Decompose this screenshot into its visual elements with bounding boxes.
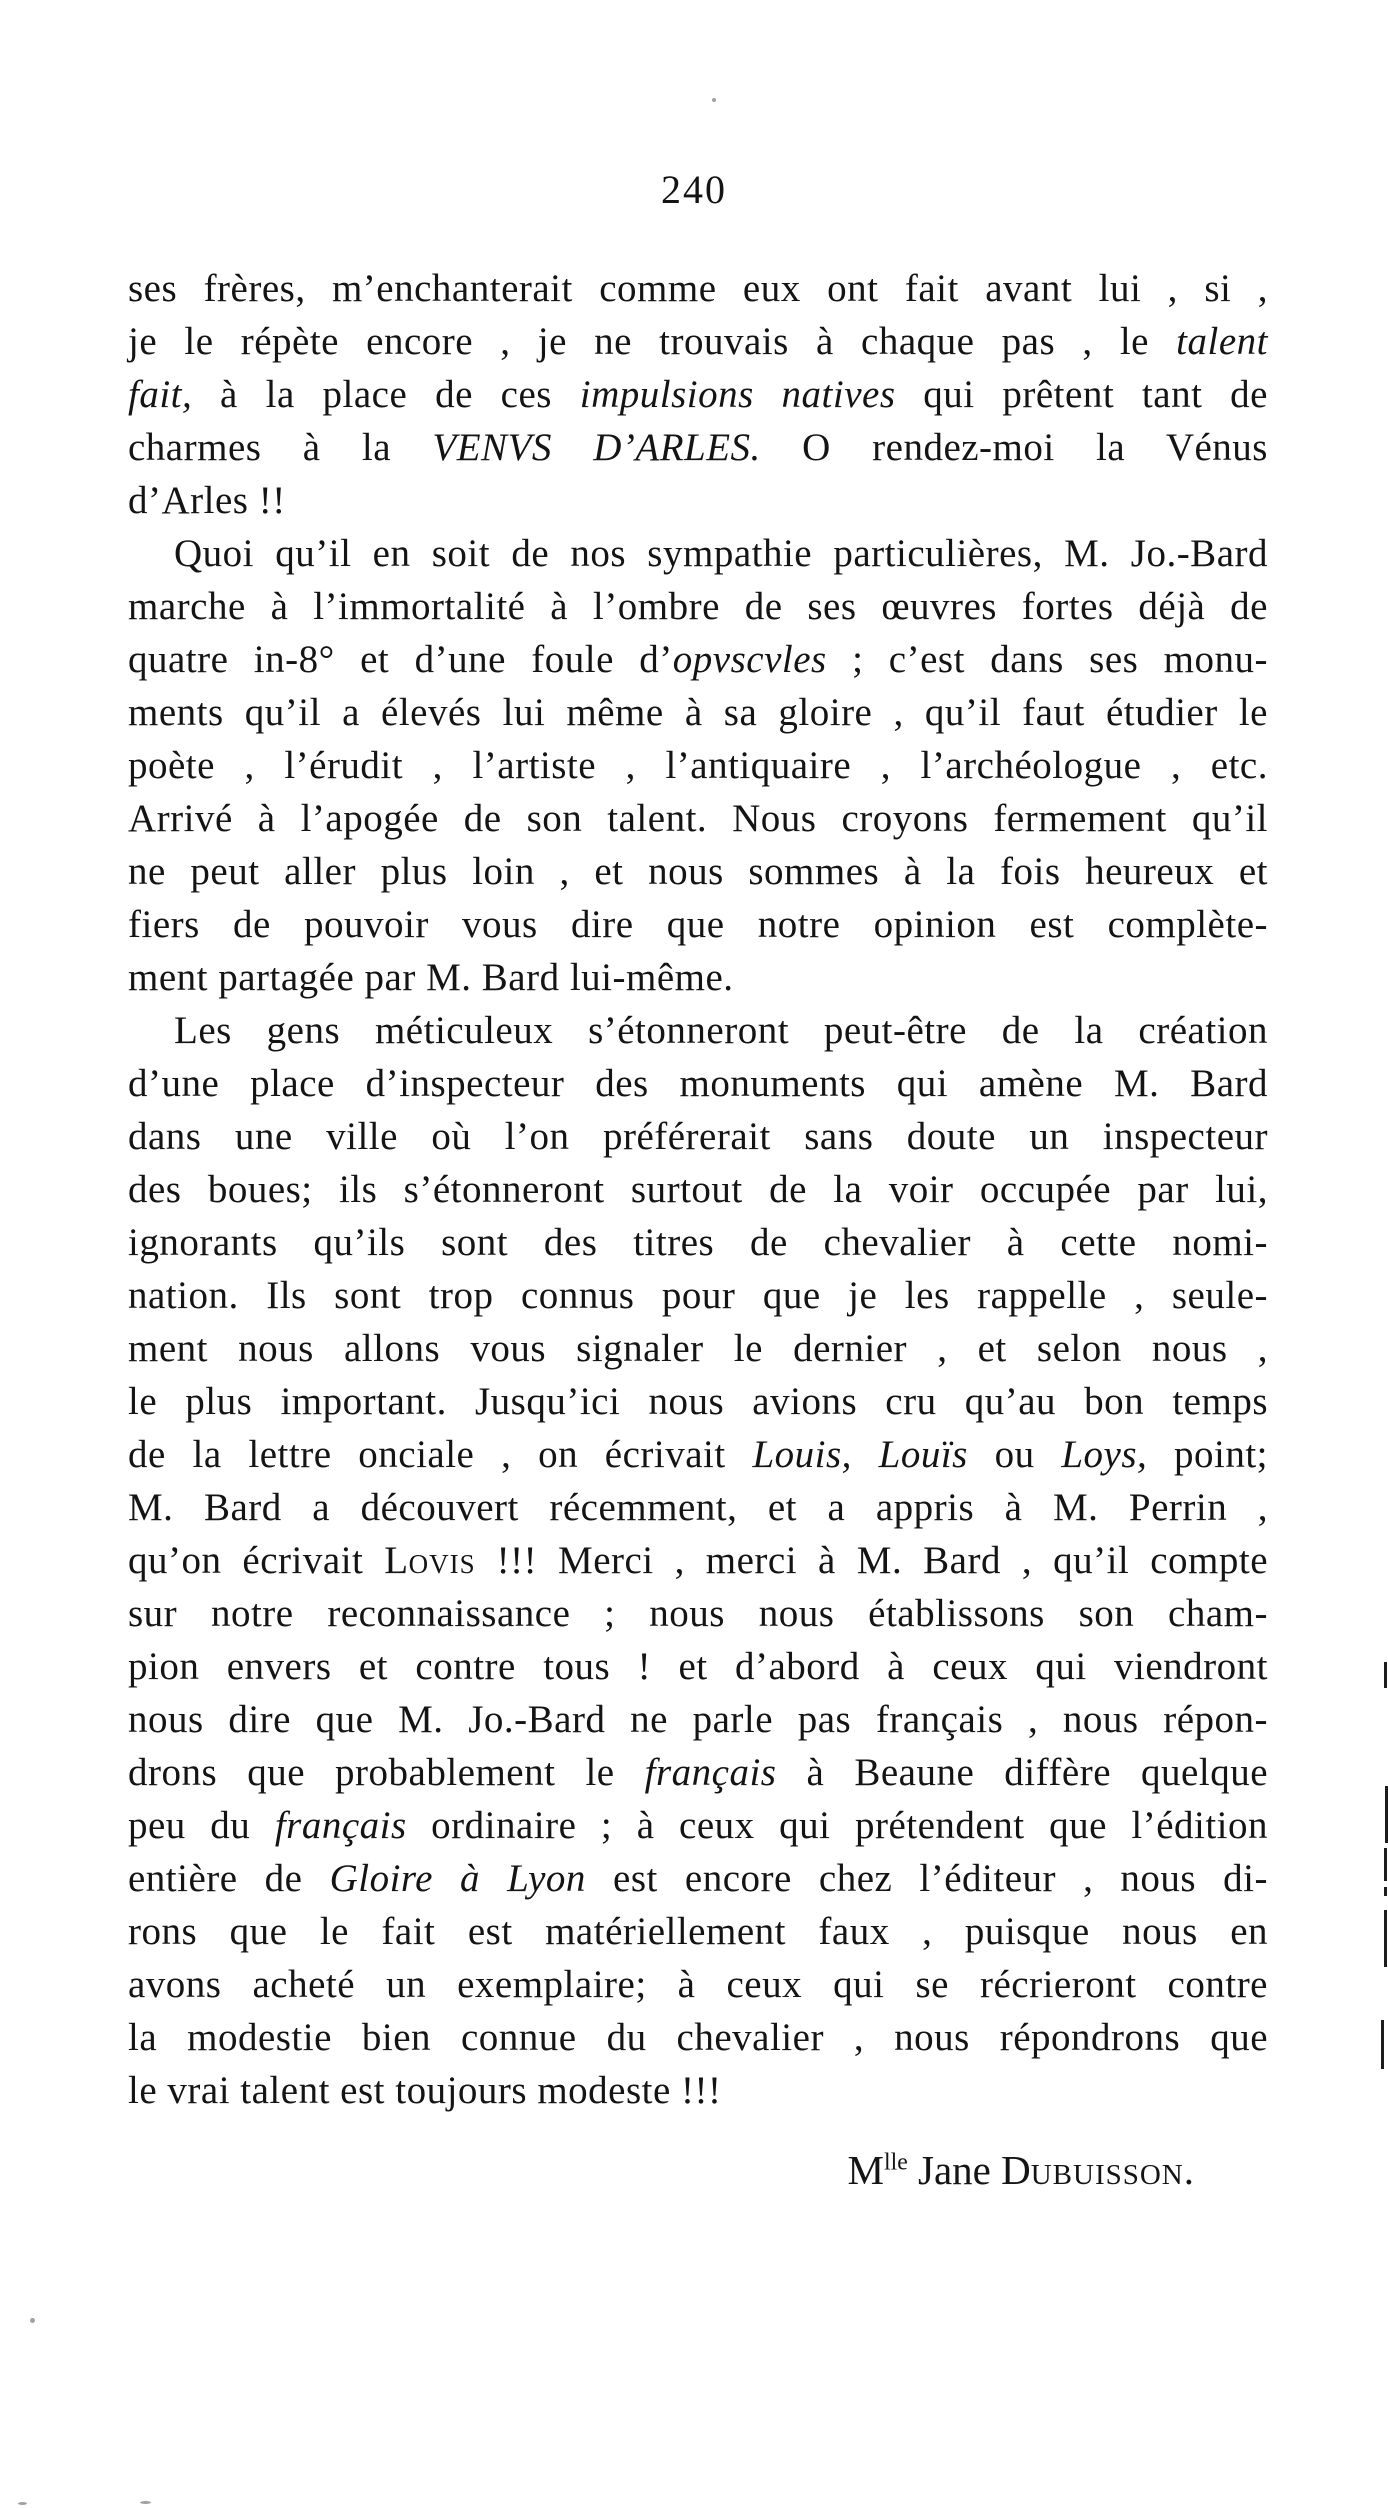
text-run: fait, [128,373,193,416]
text-line [128,1587,1268,1640]
text-line [128,1481,1268,1534]
text-run: fiers de pouvoir vous dire que notre opinion est complète- [128,903,1268,946]
text-line [128,792,1268,845]
text-line [128,686,1268,739]
text-run: ubuisson [1030,2147,1184,2193]
text-run: ments qu’il a élevés lui même à sa gloire , qu’il faut étudier le [128,691,1268,734]
margin-mark [1381,2020,1384,2069]
text-run: Quoi qu’il en soit de nos sympathie particulières, M. Jo.-Bard [174,532,1268,575]
text-line [128,1110,1268,1163]
text-run: nous dire que M. Jo.-Bard ne parle pas français , nous répon- [128,1698,1268,1741]
text-line [128,1693,1268,1746]
signature [128,2146,1194,2194]
text-run: poète , l’érudit , l’artiste , l’antiquaire , l’archéologue , etc. [128,744,1268,787]
text-run: ment partagée par M. Bard lui-même. [128,956,734,999]
text-run: Louis, [752,1433,852,1476]
text-run: !!! Merci , merci à M. Bard , qu’il compte [475,1539,1269,1582]
text-run: O rendez-moi la Vénus [760,426,1268,469]
text-run: d’Arles !! [128,479,286,522]
text-line [128,315,1268,368]
margin-mark [1384,1848,1387,1881]
text-line [128,1269,1268,1322]
text-run: avons acheté un exemplaire; à ceux qui se récrieront contre [128,1963,1268,2006]
text-line [128,421,1268,474]
text-line [128,1322,1268,1375]
text-line [128,1057,1268,1110]
text-run: ; c’est dans ses monu- [826,638,1268,681]
text-run: des boues; ils s’étonneront surtout de la voir occupée par lui, [128,1168,1268,1211]
text-line [128,2011,1268,2064]
margin-mark [1384,1910,1387,1967]
text-run: français [274,1804,407,1847]
text-run: ses frères, m’enchanterait comme eux ont fait avant lui , si , [128,267,1268,310]
text-run: ovis [408,1539,476,1582]
text-line [128,1163,1268,1216]
text-run: nation. Ils sont trop connus pour que je les rappelle , seule- [128,1274,1268,1317]
text-line [128,1004,1268,1057]
text-line [128,845,1268,898]
scan-speck [18,2502,27,2505]
text-line [128,368,1268,421]
text-run: quatre in-8° et d’une foule d’ [128,638,673,681]
scan-speck [712,98,716,102]
text-run: la modestie bien connue du chevalier , nous répondrons que [128,2016,1268,2059]
text-run: VENVS D’ARLES. [432,426,761,469]
text-line [128,1746,1268,1799]
text-run: dans une ville où l’on préférerait sans doute un inspecteur [128,1115,1268,1158]
text-line [128,474,1268,527]
scan-speck [30,2318,35,2323]
text-run: pion envers et contre tous ! et d’abord à ceux qui viendront [128,1645,1268,1688]
text-line [128,898,1268,951]
text-run: Louïs [878,1433,968,1476]
text-run: talent [1176,320,1268,363]
text-run: M [847,2147,884,2193]
text-run: est encore chez l’éditeur , nous di- [585,1857,1268,1900]
text-run: lle [883,2149,908,2176]
text-line [128,951,1268,1004]
text-run: M. Bard a découvert récemment, et a appris à M. Perrin , [128,1486,1268,1529]
text-line [128,1534,1268,1587]
text-run: sur notre reconnaissance ; nous nous établissons son cham- [128,1592,1268,1635]
text-run: . [1183,2147,1194,2193]
text-run: qui prêtent tant de [895,373,1268,416]
text-line [128,1799,1268,1852]
text-run: drons que probablement le [128,1751,645,1794]
page-text [128,262,1268,2117]
text-run: qu’on écrivait L [128,1539,409,1582]
text-line [128,1958,1268,2011]
text-run [852,1433,879,1476]
text-run: point; [1147,1433,1269,1476]
text-run: charmes à la [128,426,433,469]
text-run: marche à l’immortalité à l’ombre de ses œuvres fortes déjà de [128,585,1268,628]
text-line [128,580,1268,633]
text-run: ment nous allons vous signaler le dernier , et selon nous , [128,1327,1268,1370]
text-line [128,633,1268,686]
scan-speck [140,2501,151,2504]
text-run: ignorants qu’ils sont des titres de chevalier à cette nomi- [128,1221,1268,1264]
text-run: peu du [128,1804,275,1847]
text-line [128,2064,1268,2117]
text-run: de la lettre onciale , on écrivait [128,1433,753,1476]
text-run: à la place de ces [192,373,580,416]
text-line [128,1905,1268,1958]
page-number: 240 [661,167,727,212]
text-line [128,1640,1268,1693]
text-run: à Beaune diffère quelque [776,1751,1268,1794]
text-run: d’une place d’inspecteur des monuments qui amène M. Bard [128,1062,1268,1105]
text-line [128,1428,1268,1481]
text-run: ou [967,1433,1062,1476]
text-line [128,1852,1268,1905]
text-run: ne peut aller plus loin , et nous sommes à la fois heureux et [128,850,1268,893]
text-run: le vrai talent est toujours modeste !!! [128,2069,722,2112]
text-line [128,739,1268,792]
text-run: Jane D [907,2147,1031,2193]
text-run: je le répète encore , je ne trouvais à chaque pas , le [128,320,1177,363]
text-run: impulsions natives [579,373,896,416]
text-run: français [644,1751,777,1794]
text-run: ordinaire ; à ceux qui prétendent que l’édition [406,1804,1269,1847]
text-run: Loys, [1061,1433,1148,1476]
text-line [128,527,1268,580]
text-line [128,1216,1268,1269]
text-run: Gloire à Lyon [329,1857,586,1900]
text-run: rons que le fait est matériellement faux , puisque nous en [128,1910,1268,1953]
text-line [128,1375,1268,1428]
text-run: opvscvles [672,638,827,681]
text-run: Les gens méticuleux s’étonneront peut-être de la création [174,1009,1268,1052]
text-line [128,262,1268,315]
text-run: entière de [128,1857,330,1900]
margin-mark [1384,1662,1387,1688]
margin-mark [1384,1887,1387,1896]
text-run: le plus important. Jusqu’ici nous avions cru qu’au bon temps [128,1380,1268,1423]
text-run: Arrivé à l’apogée de son talent. Nous croyons fermement qu’il [128,797,1268,840]
